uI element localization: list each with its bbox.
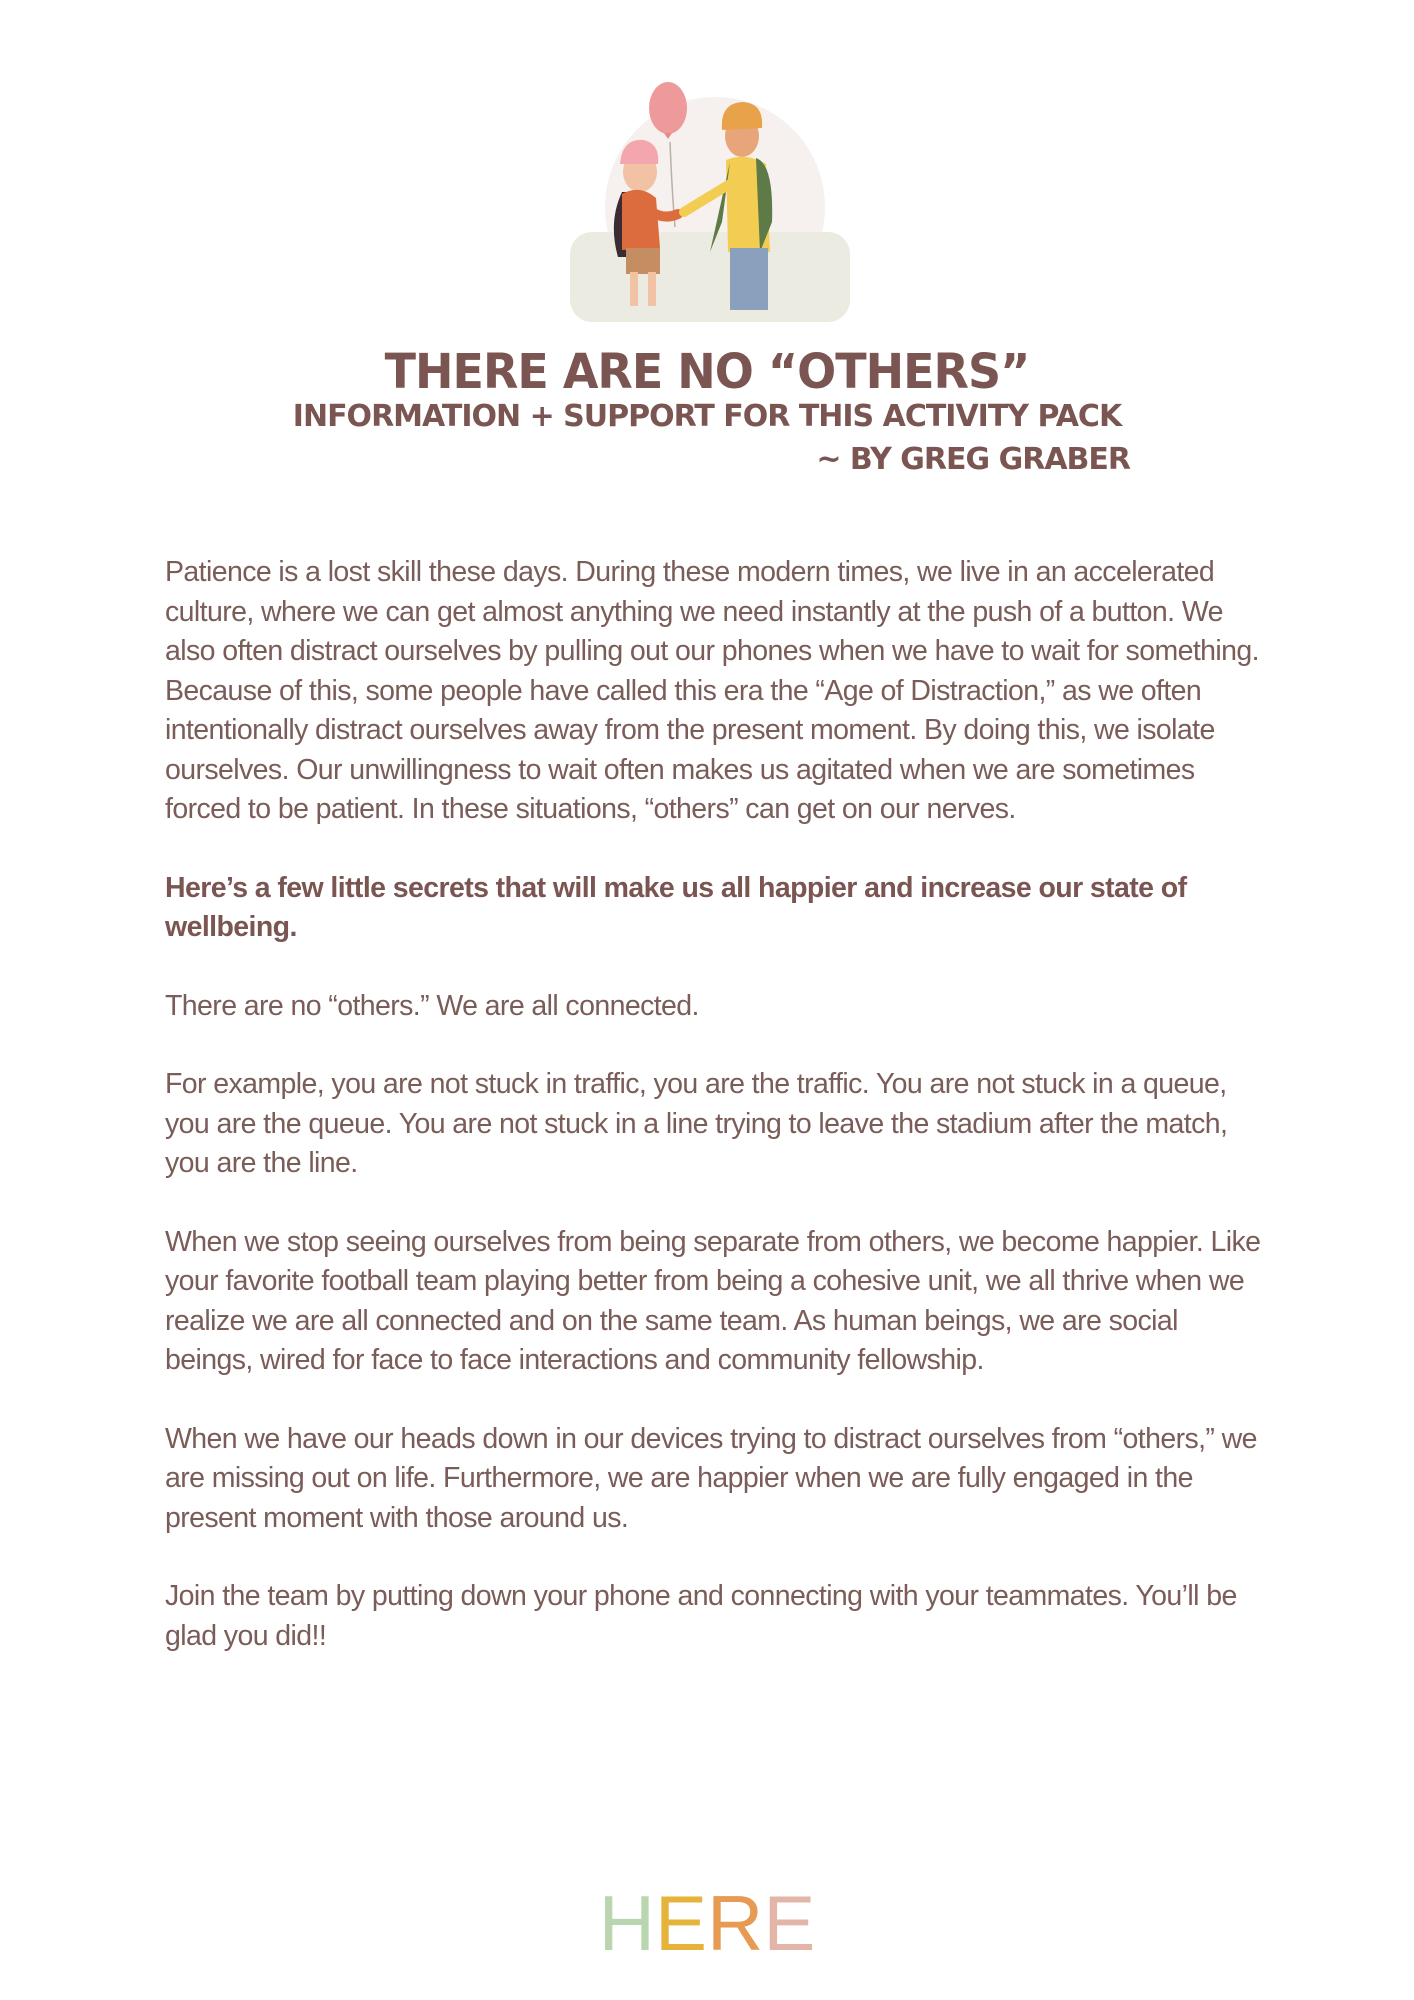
author-line: ~ BY GREG GRABER: [816, 442, 1130, 477]
here-logo: [0, 1878, 1414, 1968]
logo-letter: R: [707, 1879, 764, 1967]
article-body: [165, 553, 1265, 1695]
logo-letter: H: [598, 1879, 655, 1967]
paragraph: When we have our heads down in our devices trying to distract ourselves from “others,” we are missing out on life. Furthermore, we are happier when we are fully engaged in the present moment with those around us.: [165, 1422, 1257, 1534]
paragraph: There are no “others.” We are all connected.: [165, 989, 699, 1022]
paragraph: Join the team by putting down your phone and connecting with your teammates. You’ll be glad you did!!: [165, 1580, 1237, 1652]
title-block: [0, 342, 1414, 477]
paragraph: For example, you are not stuck in traffic, you are the traffic. You are not stuck in a queue, you are the queue. You are not stuck in a line trying to leave the stadium after the match, you are the line.: [165, 1068, 1228, 1179]
logo-letter: E: [763, 1879, 816, 1967]
page-title: THERE ARE NO “OTHERS”: [384, 342, 1030, 400]
couple-with-balloon-illustration: [560, 72, 860, 332]
highlight-paragraph: Here’s a few little secrets that will make us all happier and increase our state of wellbeing.: [165, 871, 1187, 943]
paragraph: Patience is a lost skill these days. During these modern times, we live in an accelerated culture, where we can get almost anything we need instantly at the push of a button. We also often distract ourselves by pulling out our phones when we have to wait for something. Because of this, some people have called this era the “Age of Distraction,” as we often intentionally distract ourselves away from the present moment. By doing this, we isolate ourselves. Our unwillingness to wait often makes us agitated when we are sometimes forced to be patient. In these situations, “others” can get on our nerves.: [165, 556, 1259, 825]
page-subtitle: INFORMATION + SUPPORT FOR THIS ACTIVITY PACK: [292, 399, 1122, 434]
paragraph: When we stop seeing ourselves from being separate from others, we become happier. Like your favorite football team playing better from being a cohesive unit, we all thrive when we realize we are all connected and on the same team. As human beings, we are social beings, wired for face to face interactions and community fellowship.: [165, 1225, 1261, 1376]
logo-letter: E: [654, 1879, 707, 1967]
